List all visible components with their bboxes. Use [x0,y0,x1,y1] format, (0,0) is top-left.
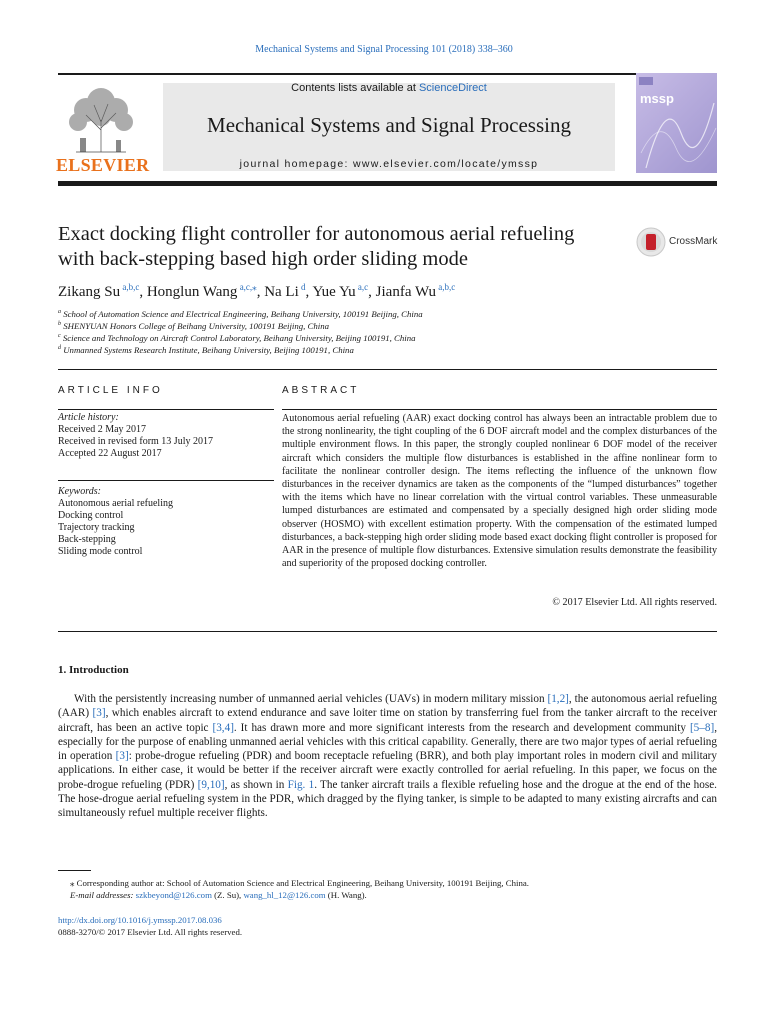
journal-title: Mechanical Systems and Signal Processing [207,113,571,137]
abstract-heading: ABSTRACT [282,385,360,396]
author-name: Jianfa Wu [375,284,437,300]
intro-paragraph [58,692,717,821]
article-info-heading: ARTICLE INFO [58,385,163,396]
history-label: Article history: [58,412,119,423]
affiliation-text: SHENYUAN Honors College of Beihang University, 100191 Beijing, China [61,321,330,331]
author-affiliation-marks[interactable]: a,c,⁎ [237,282,257,292]
article-meta [58,914,242,938]
affiliation-text: School of Automation Science and Electrical Engineering, Beihang University, 100191 Beijing, China [61,309,423,319]
abstract-bottom-rule [58,631,717,632]
author-separator: , [305,284,313,300]
abstract-copyright: © 2017 Elsevier Ltd. All rights reserved. [552,597,717,608]
citation-link[interactable]: [1,2] [547,693,569,705]
contents-prefix: Contents lists available at [291,82,419,94]
author-name: Zikang Su [58,284,121,300]
article-history [58,412,274,460]
keyword-item: Docking control [58,510,124,521]
author-name: Honglun Wang [146,284,238,300]
elsevier-wordmark: ELSEVIER [56,155,150,175]
issn-line: 0888-3270/© 2017 Elsevier Ltd. All rights reserved. [58,927,243,937]
author-affiliation-marks[interactable]: a,b,c [436,282,456,292]
history-list [58,424,274,460]
author-name: Yue Yu [312,284,356,300]
email-link-wang[interactable]: wang_hl_12@126.com [243,890,326,900]
author-name: Na Li [264,284,299,300]
article-title-line-2: with back-stepping based high order sliding mode [58,248,468,270]
introduction-body [58,692,717,821]
journal-cover-thumbnail[interactable] [636,73,717,173]
masthead-rule [58,181,717,186]
intro-text: . It has drawn more and more significant interests from the research and development community [233,721,690,734]
doi-link[interactable]: http://dx.doi.org/10.1016/j.ymssp.2017.08.036 [58,915,222,925]
email-note [58,889,718,901]
journal-masthead [163,83,615,171]
intro-text: , the autonomous aerial refueling (AAR) [58,693,718,720]
affiliation-line [58,333,416,343]
affiliation-mark: d [58,345,61,352]
contents-available-line [163,82,615,94]
cover-label: mssp [640,91,674,106]
journal-citation[interactable]: Mechanical Systems and Signal Processing 101 (2018) 338–360 [255,44,513,55]
crossmark-label[interactable]: CrossMark [669,236,718,247]
intro-text: With the persistently increasing number of unmanned aerial vehicles (UAVs) in modern military mission [74,693,548,705]
article-info-rule [58,409,274,410]
abstract-rule [282,409,717,410]
citation-link[interactable]: [9,10] [197,778,225,791]
intro-text: , as shown in [224,778,288,791]
keyword-item: Sliding mode control [58,546,143,557]
author-list [58,282,455,301]
citation-link[interactable]: [3,4] [212,721,234,734]
section-heading-introduction: 1. Introduction [58,664,129,676]
intro-text: , which enables aircraft to extend endurance and save loiter time on station by transferring fuel from the tanker aircraft to the receiver aircraft, has been an active topic [58,707,717,734]
keywords-list [58,498,274,558]
affiliation-text: Science and Technology on Aircraft Control Laboratory, Beihang University, Beijing 100191, China [60,333,416,343]
author-separator: , [139,284,147,300]
history-item: Received in revised form 13 July 2017 [58,436,213,447]
author-separator: , [256,284,265,300]
article-title [58,222,628,272]
citation-link[interactable]: [3] [115,750,129,763]
intro-text: : probe-drogue refueling (PDR) and boom receptacle refueling (BRR), and both play important roles in modern civil and military applications. In either case, it would be better if the receiver aircraft were exactly controlled for aerial refueling. In this paper, we focus on the probe-drogue refueling (PDR) [58,750,717,791]
history-item: Received 2 May 2017 [58,424,147,435]
abstract-text: Autonomous aerial refueling (AAR) exact docking control has always been an intractable problem due to the strong nonlinearity, the tight coupling of the 6 DOF aircraft model and the complex disturbances of the multiple environment flows. In this paper, the strongly coupled nonlinear 6 DOF model of the receiver aircraft which considers the multiple flow disturbances is established in the affine nonlinear form to facilitate the nonlinear controller design. The items reflecting the influence of the unknown flow disturbances in the receiver dynamics are taken as the components of the “lumped disturbances” together with the items which have no linear correlation with the virtual control variables. These unmeasurable lumped disturbances are estimated and compensated by a specially designed high order sliding mode observer (HOSMO) with excellent estimation property. With the compensation of the estimated lumped disturbances, a back-stepping high order sliding mode based exact docking flight controller is proposed for AAR in the presence of multiple flow disturbances. Extensive simulation results demonstrate the feasibility and superiority of the proposed docking controller. [282,413,717,570]
email-owner-su: (Z. Su), [211,890,244,900]
corresponding-author-note [58,877,718,889]
citation-link[interactable]: [3] [92,707,106,720]
keywords [58,486,274,558]
email-link-su[interactable]: szkbeyond@126.com [135,890,212,900]
footnote-rule [58,870,91,871]
corresponding-mark: ⁎ [70,878,75,888]
author-affiliation-marks[interactable]: a,b,c [120,282,140,292]
citation-link[interactable]: Fig. 1 [287,778,315,791]
history-item: Accepted 22 August 2017 [58,448,162,459]
article-title-line-1: Exact docking flight controller for autonomous aerial refueling [58,223,575,245]
affiliation-text: Unmanned Systems Research Institute, Beihang University, Beijing 100191, China [61,345,354,355]
author-separator: , [368,284,376,300]
affiliation-line [58,345,354,355]
author-affiliation-marks[interactable]: d [298,282,306,292]
corresponding-text: Corresponding author at: School of Automation Science and Electrical Engineering, Beihang University, 100191 Beijing, China. [76,878,529,888]
keyword-item: Autonomous aerial refueling [58,498,173,509]
keywords-label: Keywords: [58,486,101,497]
top-rule [58,73,717,75]
intro-text: , especially for the purpose of enabling unmanned aerial vehicles with this critical capability. Generally, there are two major types of aerial refueling in operation [58,721,717,763]
email-owner-wang: (H. Wang). [325,890,367,900]
affiliation-line [58,321,329,331]
journal-homepage[interactable]: journal homepage: www.elsevier.com/locate/ymssp [239,158,539,170]
keyword-item: Back-stepping [58,534,116,545]
intro-text: . The tanker aircraft trails a flexible refueling hose and the drogue at the end of the hose. The hose-drogue aerial refueling system in the PDR, which dragged by the flying tanker, is simple to be adapted to many existing aircrafts and can simultaneously refuel multiple receiver flights. [58,778,717,820]
section-rule [58,369,717,370]
sciencedirect-link[interactable]: ScienceDirect [418,82,487,94]
affiliation-mark: c [58,333,61,340]
affiliation-line [58,309,423,319]
keywords-rule [58,480,274,481]
email-label: E-mail addresses: [70,890,134,900]
author-affiliation-marks[interactable]: a,c [355,282,369,292]
keyword-item: Trajectory tracking [58,522,135,533]
affiliation-mark: b [58,321,61,328]
citation-link[interactable]: [5–8] [689,721,715,734]
footnotes [58,877,718,901]
affiliation-mark: a [58,309,61,316]
